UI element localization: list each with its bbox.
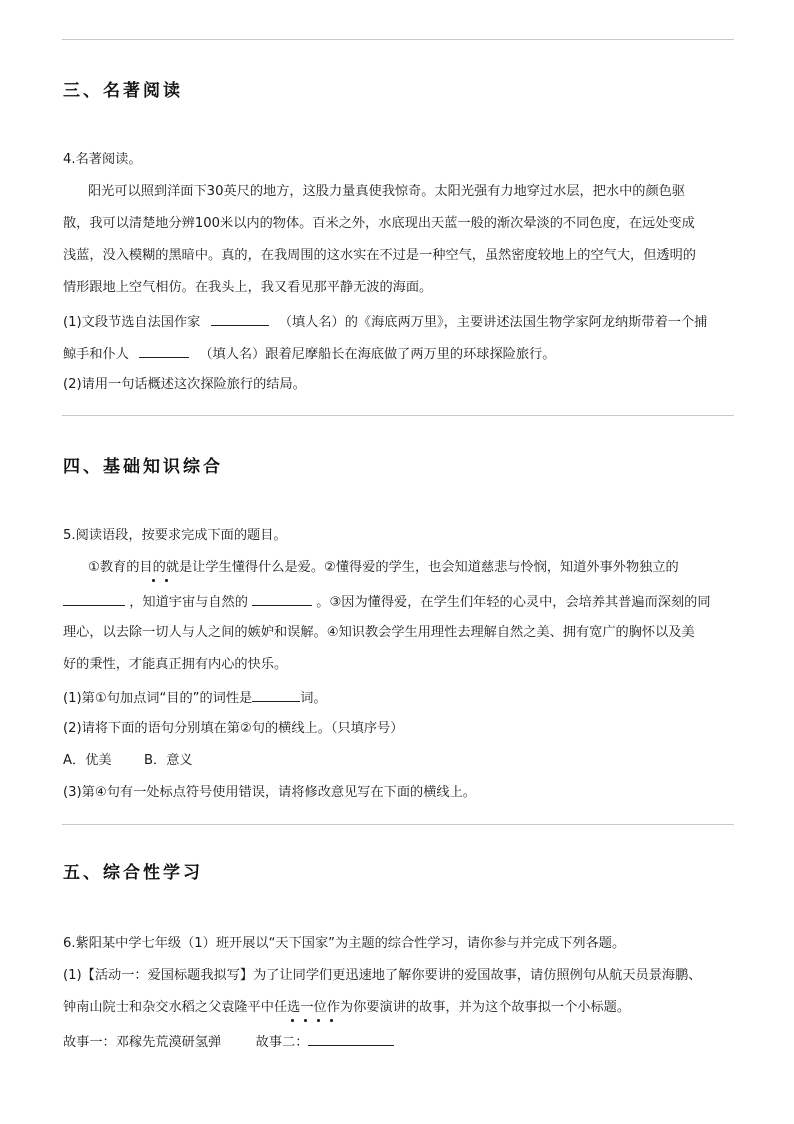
question-4-1	[63, 313, 707, 331]
q4-1-text-c: 鲸手和仆人	[63, 347, 129, 362]
emphasis-dot	[165, 579, 168, 582]
question-5-options	[63, 753, 193, 769]
passage-line-3: 浅蓝，没入模糊的黑暗中。真的，在我周围的这水实在不过是一种空气，虽然密度较地上的空气大，但透明的	[63, 248, 696, 263]
option-a: A．优美	[63, 753, 112, 768]
answer-blank-part-of-speech[interactable]	[252, 689, 300, 702]
answer-blank-2[interactable]	[252, 593, 312, 606]
paragraph-line-2-text-b: 。③因为懂得爱，在学生们年轻的心灵中，会培养其普遍而深刻的同	[316, 595, 711, 610]
passage-line-4: 情形跟地上空气相仿。在我头上，我又看见那平静无波的海面。	[63, 280, 433, 295]
story-1: 故事一：邓稼先荒漠研氢弹	[63, 1035, 222, 1050]
question-4-title: 4.名著阅读。	[63, 152, 142, 167]
answer-blank-author[interactable]	[211, 313, 269, 326]
option-b: B．意义	[144, 753, 193, 768]
question-6-1-line-1: (1)【活动一：爱国标题我拟写】为了让同学们更迅速地了解你要讲的爱国故事，请仿照例句从航天员景海鹏、	[63, 968, 702, 983]
story-examples	[63, 1033, 394, 1051]
q5-1-text-b: 词。	[300, 691, 327, 706]
section-divider	[62, 824, 734, 825]
question-6-title: 6.紫阳某中学七年级（1）班开展以“天下国家”为主题的综合性学习，请你参与并完成下列各题。	[63, 936, 626, 951]
question-6-1-line-2: 钟南山院士和杂交水稻之父袁隆平中任选一位作为你要演讲的故事，并为这个故事拟一个小标题。	[63, 1000, 631, 1015]
question-4-1-cont	[63, 345, 555, 363]
q4-1-text-d: （填人名）跟着尼摩船长在海底做了两万里的环球探险旅行。	[199, 347, 556, 362]
paragraph-line-2-text-a: ，知道宇宙与自然的	[129, 595, 248, 610]
question-5-2: (2)请将下面的语句分别填在第②句的横线上。（只填序号）	[63, 721, 404, 736]
paragraph-line-2	[63, 593, 711, 611]
answer-blank-story-2[interactable]	[308, 1033, 394, 1046]
emphasis-dot	[330, 1019, 333, 1022]
paragraph-line-4: 好的秉性，才能真正拥有内心的快乐。	[63, 657, 288, 672]
section-heading-4: 四、基础知识综合	[63, 457, 223, 477]
question-4-2: (2)请用一句话概述这次探险旅行的结局。	[63, 377, 306, 392]
story-2-label: 故事二：	[255, 1035, 309, 1050]
section-heading-3: 三、名著阅读	[63, 81, 183, 101]
emphasis-dot	[304, 1019, 307, 1022]
emphasis-dot	[317, 1019, 320, 1022]
section-heading-5: 五、综合性学习	[63, 863, 203, 883]
answer-blank-1[interactable]	[63, 593, 125, 606]
emphasis-dot	[152, 579, 155, 582]
passage-line-1: 阳光可以照到洋面下30英尺的地方，这股力量真使我惊奇。太阳光强有力地穿过水层，把水中的颜色驱	[88, 184, 686, 199]
emphasis-dot	[291, 1019, 294, 1022]
question-5-1	[63, 689, 327, 707]
section-divider	[62, 39, 734, 40]
section-divider	[62, 415, 734, 416]
question-5-3: (3)第④句有一处标点符号使用错误，请将修改意见写在下面的横线上。	[63, 785, 476, 800]
passage-line-2: 散，我可以清楚地分辨100米以内的物体。百米之外，水底现出天蓝一般的渐次晕淡的不同色度，在远处变成	[63, 216, 695, 231]
q5-1-text-a: (1)第①句加点词“目的”的词性是	[63, 691, 253, 706]
answer-blank-character[interactable]	[139, 345, 189, 358]
paragraph-line-1: ①教育的目的就是让学生懂得什么是爱。②懂得爱的学生，也会知道慈悲与怜悯，知道外事外物独立的	[88, 560, 679, 575]
q4-1-text-a: (1)文段节选自法国作家	[63, 315, 201, 330]
paragraph-line-3: 理心，以去除一切人与人之间的嫉妒和误解。④知识教会学生用理性去理解自然之美、拥有宽广的胸怀以及美	[63, 625, 695, 640]
q4-1-text-b: （填人名）的《海底两万里》，主要讲述法国生物学家阿龙纳斯带着一个捕	[278, 315, 708, 330]
question-5-title: 5.阅读语段，按要求完成下面的题目。	[63, 528, 287, 543]
